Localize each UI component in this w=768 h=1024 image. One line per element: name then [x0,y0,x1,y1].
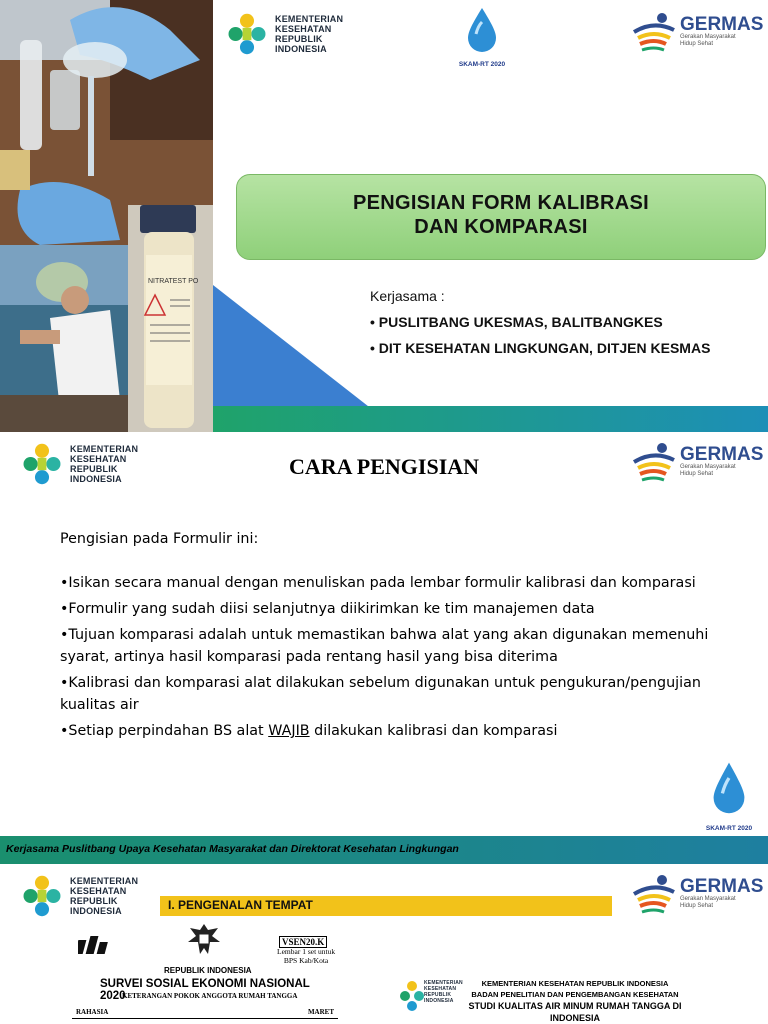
form-confidential: RAHASIA [76,1008,109,1016]
skam-caption: SKAM-RT 2020 [458,61,506,68]
instruction-bullet: •Kalibrasi dan komparasi alat dilakukan sebelum digunakan untuk pengukuran/pengujian kualitas air [60,675,701,713]
laboratory-photo-collage [0,0,213,432]
kemenkes-line: KEMENTERIAN [424,980,463,986]
kemenkes-line: KESEHATAN [70,886,127,896]
germas-logo [632,440,763,484]
kemenkes-line: REPUBLIK [70,464,118,474]
instructions-intro: Pengisian pada Formulir ini: [60,531,259,547]
footer-bar [0,836,768,864]
kemenkes-line: KEMENTERIAN [275,14,344,24]
water-drop-icon [452,4,512,56]
slide-title [0,0,768,432]
kemenkes-line: KESEHATAN [70,454,127,464]
germas-tagline: Hidup Sehat [680,41,714,47]
kerjasama-label: Kerjasama : [370,288,445,304]
slide-title-line-1: PENGISIAN FORM KALIBRASI [352,192,650,214]
kemenkes-line: INDONESIA [275,44,327,54]
kerjasama-item: • DIT KESEHATAN LINGKUNGAN, DITJEN KESMAS [370,340,711,356]
kemenkes-line: REPUBLIK [424,992,452,998]
kerjasama-item-text: PUSLITBANG UKESMAS, BALITBANGKES [378,314,663,330]
skam-logo [696,758,762,832]
germas-tagline: Gerakan Masyarakat [680,464,736,470]
form-note-line: Lembar 1 set untuk [277,947,336,956]
slide-title-line-2: DAN KOMPARASI [414,216,588,238]
garuda-emblem-icon [184,920,224,960]
blue-triangle-decoration [213,285,373,410]
section-header-bar [160,896,612,916]
kemenkes-logo [20,874,138,918]
form-month: MARET [307,1008,334,1016]
germas-wordmark: GERMAS [680,876,764,897]
form-title: SURVEI SOSIAL EKONOMI NASIONAL 2020 [100,978,310,1002]
instruction-bullet: •Formulir yang sudah diisi selanjutnya diikirimkan ke tim manajemen data [60,601,595,617]
germas-wordmark: GERMAS [680,14,764,35]
kemenkes-line: REPUBLIK [70,896,118,906]
bottom-accent-bar [213,406,768,432]
kemenkes-line: KEMENTERIAN [70,444,139,454]
instruction-bullet [60,720,720,742]
instruction-bullet: •Tujuan komparasi adalah untuk memastikan bahwa alat yang akan digunakan memenuhi syarat, artinya hasil komparasi pada rentang hasil yang bisa diterima [60,627,709,665]
instructions-body [60,528,720,746]
survey-form-preview [72,916,338,1024]
skam-logo [452,4,512,68]
instruction-bullet: •Isikan secara manual dengan menuliskan pada lembar formulir kalibrasi dan komparasi [60,575,696,591]
kerjasama-block [370,288,710,366]
bullet-text: •Setiap perpindahan BS alat [60,723,269,739]
form-note [277,947,335,965]
doc-study-title: STUDI KUALITAS AIR MINUM RUMAH TANGGA DI INDONESIA [468,1001,682,1023]
bullet-text: dilakukan kalibrasi dan komparasi [309,723,558,739]
form-code: VSEN20.K [279,936,327,948]
water-drop-icon [696,758,762,820]
title-box [236,174,766,260]
kerjasama-item-text: DIT KESEHATAN LINGKUNGAN, DITJEN KESMAS [378,340,711,356]
kemenkes-line: REPUBLIK [275,34,323,44]
kemenkes-line: INDONESIA [424,998,454,1004]
form-rule [72,1018,338,1019]
kerjasama-item: • PUSLITBANG UKESMAS, BALITBANGKES [370,314,663,330]
doc-ministry: KEMENTERIAN KESEHATAN REPUBLIK INDONESIA [481,979,669,988]
germas-logo [632,872,763,916]
kemenkes-line: INDONESIA [70,906,122,916]
germas-logo [632,10,763,54]
form-subtitle: KETERANGAN POKOK ANGGOTA RUMAH TANGGA [122,992,298,1000]
kemenkes-line: INDONESIA [70,474,122,484]
germas-tagline: Hidup Sehat [680,903,714,909]
form-republic: REPUBLIK INDONESIA [164,966,252,975]
kemenkes-logo [225,12,343,56]
slide-pengenalan-tempat [0,864,768,1024]
germas-wordmark: GERMAS [680,444,764,465]
section-label: I. PENGENALAN TEMPAT [168,898,313,912]
emphasis-wajib: WAJIB [268,723,310,739]
slide-cara-pengisian [0,432,768,864]
kemenkes-emblem-icon [225,12,269,56]
kemenkes-line: KEMENTERIAN [70,876,139,886]
doc-agency: BADAN PENELITIAN DAN PENGEMBANGAN KESEHATAN [471,990,679,999]
bps-logo-icon [78,934,114,960]
kemenkes-line: KESEHATAN [424,986,457,992]
footer-text: Kerjasama Puslitbang Upaya Kesehatan Masyarakat dan Direktorat Kesehatan Lingkungan [6,843,459,855]
germas-tagline: Gerakan Masyarakat [680,34,736,40]
germas-tagline: Gerakan Masyarakat [680,896,736,902]
slide-title: CARA PENGISIAN [288,454,480,479]
bottle-label-text: NITRATEST PO [148,278,199,285]
study-document-preview [398,972,698,1024]
kemenkes-emblem-icon [20,874,64,918]
skam-caption: SKAM-RT 2020 [705,825,753,832]
germas-emblem-icon [632,440,678,484]
form-note-line: BPS Kab/Kota [283,956,329,965]
kemenkes-emblem-icon [400,978,424,1018]
germas-emblem-icon [632,10,678,54]
germas-emblem-icon [632,872,678,916]
germas-tagline: Hidup Sehat [680,471,714,477]
kemenkes-line: KESEHATAN [275,24,332,34]
